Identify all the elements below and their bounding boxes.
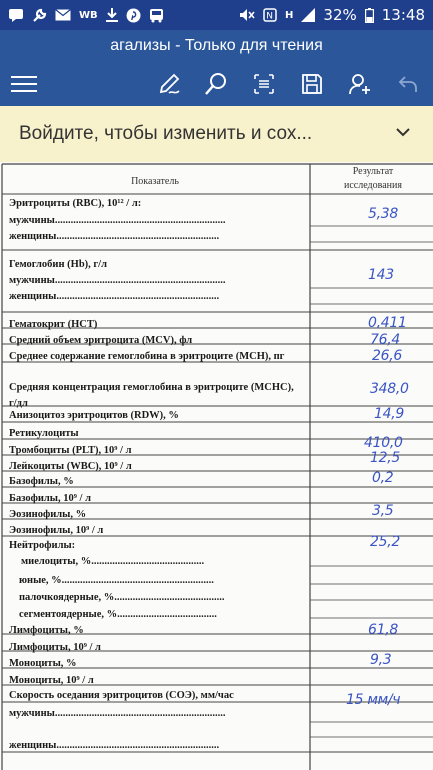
result-value: 14,9 [374,406,404,422]
indicator-label: мужчины................................................................. [9,275,226,286]
indicator-label: г/дл [9,398,28,409]
result-value: 348,0 [370,381,409,397]
indicator-label: Гематокрит (HCT) [9,319,98,330]
indicator-label: Среднее содержание гемоглобина в эритроците (MCH), пг [9,351,285,362]
indicator-label: Анизоцитоз эритроцитов (RDW), % [9,410,179,421]
battery-percent: 32% [323,6,357,24]
messages-icon [8,8,24,22]
indicator-label: Эритроциты (RBC), 10¹² / л: [9,198,142,209]
indicator-label: миелоциты, %........................................... [21,556,205,567]
sign-in-banner[interactable] [0,106,433,162]
header-indicator: Показатель [131,176,179,187]
indicator-label: палочкоядерные, %.......................................... [19,592,225,603]
search-icon [203,71,229,97]
document-page[interactable] [0,162,433,770]
share-button[interactable] [344,68,376,100]
result-value: 26,6 [372,348,402,364]
indicator-label: мужчины................................................................. [9,215,226,226]
indicator-label: Лимфоциты, 10⁹ / л [9,642,101,653]
menu-icon [11,75,37,93]
indicator-label: Гемоглобин (Hb), г/л [9,259,107,270]
draw-icon [157,71,183,97]
menu-button[interactable] [8,68,40,100]
indicator-label: Нейтрофилы: [9,540,76,551]
mail-icon [55,9,71,21]
indicator-label: Моноциты, % [9,658,77,669]
result-value: 0,2 [372,470,394,486]
result-value: 15 мм/ч [346,692,401,708]
indicator-label: Эозинофилы, 10⁹ / л [9,525,104,536]
indicator-label: Лейкоциты (WBC), 10⁹ / л [9,461,132,472]
result-value: 12,5 [370,450,400,466]
document-title: агализы - Только для чтения [0,30,433,62]
indicator-label: Ретикулоциты [9,428,79,439]
result-value: 25,2 [370,534,400,550]
save-button[interactable] [296,68,328,100]
indicator-label: Эозинофилы, % [9,509,87,520]
draw-button[interactable] [154,68,186,100]
mute-icon [239,8,255,22]
share-icon [348,72,372,96]
undo-button[interactable] [392,68,424,100]
indicator-label: мужчины................................................................. [9,708,226,719]
indicator-label: Базофилы, % [9,476,74,487]
download-icon [106,8,118,22]
indicator-label: женщины.............................................................. [9,740,220,751]
wrench-icon [32,8,47,23]
save-icon [300,72,324,96]
result-value: 143 [368,267,394,283]
carrier-badge: WB [79,9,98,21]
app-toolbar [0,62,433,106]
result-value: 9,3 [370,652,392,668]
chevron-down-icon[interactable] [395,126,411,138]
read-mode-button[interactable] [248,68,280,100]
svg-text:N: N [266,11,274,22]
search-button[interactable] [200,68,232,100]
signal-icon [301,8,315,22]
result-value: 61,8 [368,622,398,638]
header-result-line1: Результат [352,166,394,177]
clock: 13:48 [381,6,425,24]
battery-icon [365,8,374,23]
nfc-icon [263,8,277,22]
indicator-label: Скорость оседания эритроцитов (СОЭ), мм/час [9,690,234,701]
sign-in-banner-text: Войдите, чтобы изменить и сох... [19,123,313,144]
result-value: 410,0 [364,435,403,451]
indicator-label: юные, %.......................................................... [19,575,214,586]
header-result-line2: исследования [344,180,402,191]
result-value: 76,4 [370,332,400,348]
pinterest-icon [126,8,141,23]
indicator-label: сегментоядерные, %...................................... [19,609,217,620]
bus-icon [149,8,164,23]
indicator-label: женщины.............................................................. [9,291,220,302]
undo-icon [397,73,419,95]
status-bar [0,0,433,30]
result-value: 3,5 [372,503,394,519]
result-value: 5,38 [368,206,398,222]
read-mode-icon [252,72,276,96]
indicator-label: Лимфоциты, % [9,625,84,636]
result-value: 0,411 [368,315,407,331]
indicator-label: Базофилы, 10⁹ / л [9,493,91,504]
indicator-label: Тромбоциты (PLT), 10⁹ / л [9,445,132,456]
indicator-label: Средняя концентрация гемоглобина в эритроците (MCHC), [9,382,294,393]
network-type-label: H [285,9,294,21]
indicator-label: Средний объем эритроцита (MCV), фл [9,335,193,346]
indicator-label: женщины.............................................................. [9,231,220,242]
indicator-label: Моноциты, 10⁹ / л [9,675,94,686]
